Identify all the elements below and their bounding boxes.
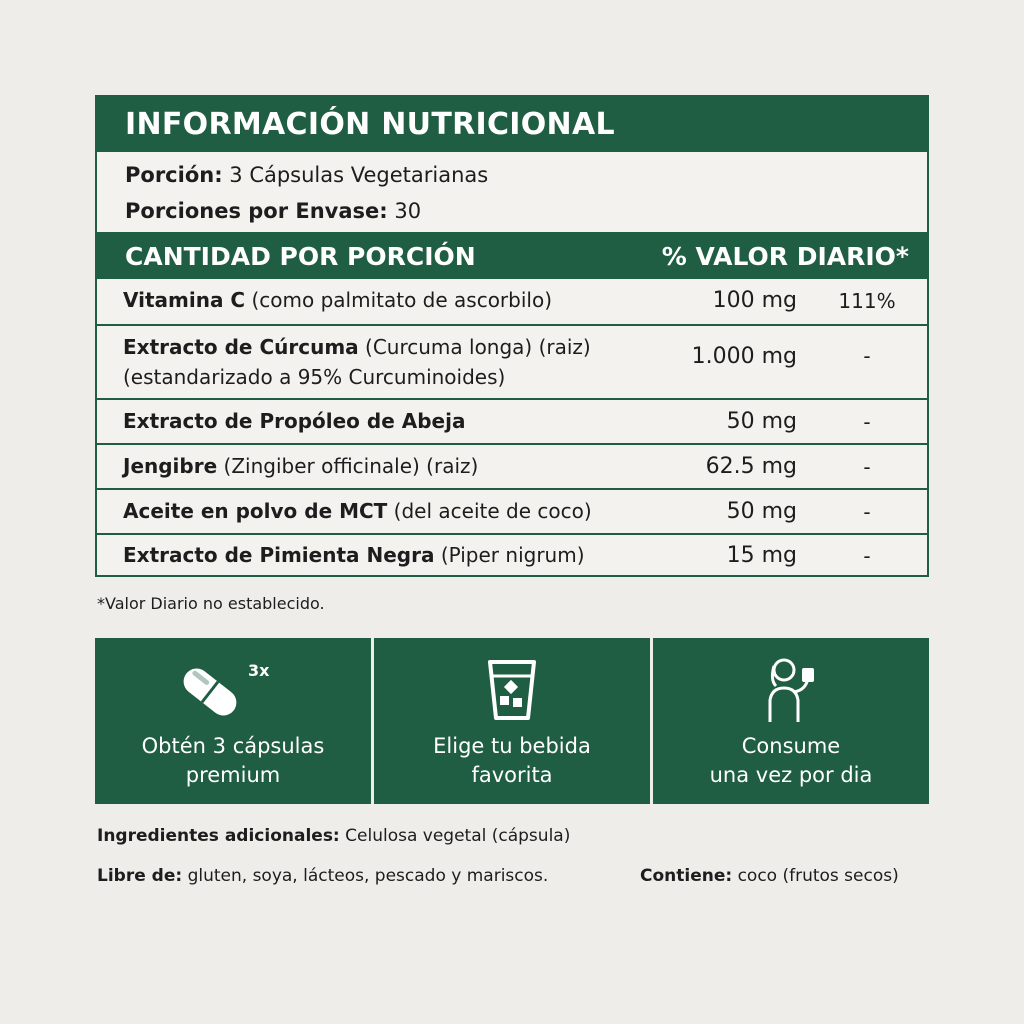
nutrient-name: Jengibre (Zingiber officinale) (raiz) — [123, 454, 479, 478]
footnote: *Valor Diario no establecido. — [97, 594, 325, 613]
nutrient-rows — [97, 279, 927, 577]
capsule-badge: 3x — [248, 661, 270, 680]
nutrient-amount: 1.000 mg — [691, 344, 797, 369]
nutrient-name: Extracto de Pimienta Negra (Piper nigrum) — [123, 543, 585, 567]
step-drink — [374, 638, 650, 804]
table-row — [97, 443, 927, 488]
contains: Contiene: coco (frutos secos) — [640, 866, 899, 886]
table-row — [97, 533, 927, 577]
nutrient-amount: 15 mg — [726, 543, 797, 568]
free-from: Libre de: gluten, soya, lácteos, pescado y mariscos. — [97, 866, 549, 886]
per-container-line — [125, 193, 899, 229]
step-consume — [653, 638, 929, 804]
step-label: Consume una vez por dia — [709, 734, 873, 787]
nutrient-dv: - — [863, 455, 871, 479]
nutrient-amount: 50 mg — [726, 409, 797, 434]
nutrient-dv: - — [863, 500, 871, 524]
serving-info — [97, 152, 927, 234]
nutrient-name: Vitamina C (como palmitato de ascorbilo) — [123, 288, 552, 312]
daily-value-header: % VALOR DIARIO* — [661, 242, 909, 271]
table-row — [97, 488, 927, 533]
nutrition-facts-panel — [95, 95, 929, 577]
nutrient-amount: 62.5 mg — [705, 454, 797, 479]
nutrient-dv: - — [863, 344, 871, 368]
amount-header: CANTIDAD POR PORCIÓN — [125, 242, 476, 271]
additional-ingredients: Ingredientes adicionales: Celulosa vegetal (cápsula) — [97, 826, 571, 846]
per-container-value: 30 — [387, 199, 422, 223]
step-capsules — [95, 638, 371, 804]
woman-drinking-icon — [756, 656, 826, 726]
nutrient-amount: 100 mg — [712, 288, 797, 313]
portion-line — [125, 157, 899, 193]
nutrient-name: Extracto de Cúrcuma (Curcuma longa) (raiz) (estandarizado a 95% Curcuminoides) — [123, 335, 591, 389]
per-container-label: Porciones por Envase: — [125, 199, 388, 223]
nutrient-name: Aceite en polvo de MCT (del aceite de coco) — [123, 499, 592, 523]
step-label: Elige tu bebida favorita — [433, 734, 591, 787]
column-header-bar — [97, 234, 927, 279]
table-row — [97, 398, 927, 443]
nutrient-amount: 50 mg — [726, 499, 797, 524]
table-row — [97, 279, 927, 324]
panel-title: INFORMACIÓN NUTRICIONAL — [97, 97, 927, 152]
nutrient-dv: 111% — [838, 289, 896, 313]
portion-label: Porción: — [125, 163, 223, 187]
step-label: Obtén 3 cápsulas premium — [141, 734, 325, 787]
portion-value: 3 Cápsulas Vegetarianas — [222, 163, 489, 187]
drink-glass-icon — [482, 656, 542, 722]
table-row — [97, 324, 927, 398]
capsule-icon — [178, 656, 288, 726]
usage-steps — [95, 638, 929, 804]
nutrient-dv: - — [863, 410, 871, 434]
nutrient-name: Extracto de Propóleo de Abeja — [123, 409, 466, 433]
nutrient-dv: - — [863, 544, 871, 568]
